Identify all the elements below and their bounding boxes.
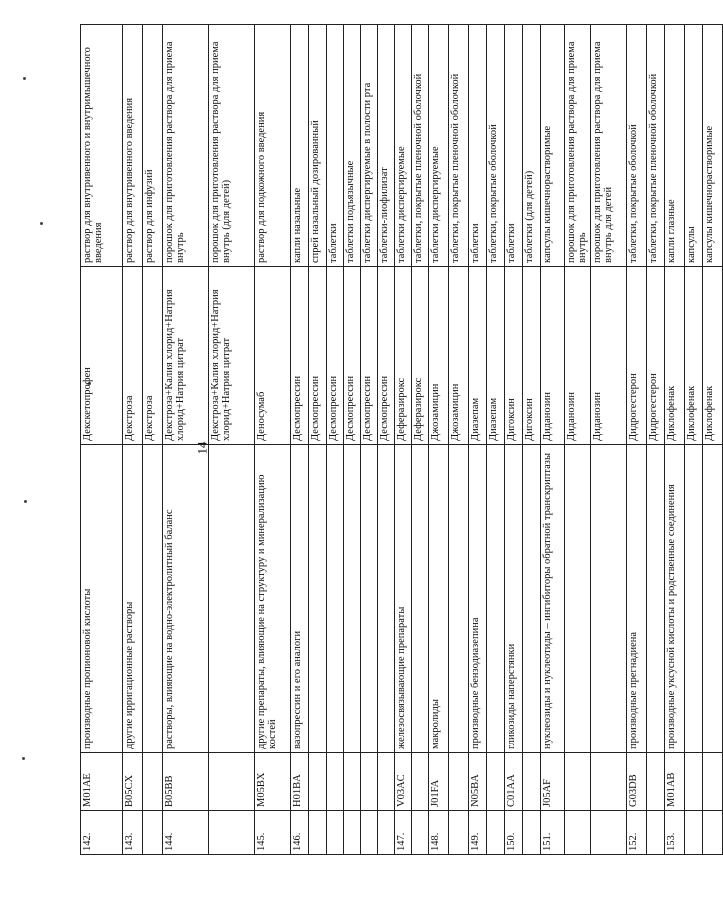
rotated-table-viewport (80, 25, 715, 855)
pharm-group: макролиды (429, 445, 449, 753)
pharm-group (327, 445, 344, 753)
table-row (143, 25, 163, 855)
drug-name: Дидрогестерон (647, 267, 665, 445)
dosage-form: таблетки (327, 25, 344, 267)
atc-code (523, 753, 541, 811)
atc-code: H01BA (291, 753, 309, 811)
table-row (565, 25, 591, 855)
row-number (327, 811, 344, 855)
dosage-form: раствор для внутривенного введения (123, 25, 143, 267)
row-number: 153. (665, 811, 685, 855)
dosage-form: таблетки (для детей) (523, 25, 541, 267)
drug-name: Десмопрессин (378, 267, 395, 445)
row-number (309, 811, 327, 855)
table-row (344, 25, 361, 855)
row-number: 144. (163, 811, 209, 855)
table-row (429, 25, 449, 855)
table-row (378, 25, 395, 855)
table-row (449, 25, 469, 855)
table-row (163, 25, 209, 855)
drug-name: Десмопрессин (327, 267, 344, 445)
drug-name: Диклофенак (685, 267, 703, 445)
dosage-form: таблетки, покрытые пленочной оболочкой (647, 25, 665, 267)
table-row (255, 25, 291, 855)
row-number: 152. (627, 811, 647, 855)
drug-name: Деферазирокс (412, 267, 429, 445)
row-number (647, 811, 665, 855)
drug-name: Декстроза+Калия хлорид+Натрия хлорид+Натрия цитрат (209, 267, 255, 445)
atc-code: J01FA (429, 753, 449, 811)
drug-name: Диклофенак (665, 267, 685, 445)
dosage-form: таблетки подъязычные (344, 25, 361, 267)
pharm-group: железосвязывающие препараты (395, 445, 412, 753)
drug-name: Джозамицин (449, 267, 469, 445)
dosage-form: порошок для приготовления раствора для приема внутрь (для детей) (209, 25, 255, 267)
table-row (685, 25, 703, 855)
dosage-form: капли глазные (665, 25, 685, 267)
table-row (523, 25, 541, 855)
atc-code: C01AA (505, 753, 523, 811)
atc-code: B05CX (123, 753, 143, 811)
atc-code: M05BX (255, 753, 291, 811)
dosage-form: порошок для приготовления раствора для приема внутрь для детей (591, 25, 627, 267)
atc-code (412, 753, 429, 811)
dosage-form: таблетки, покрытые оболочкой (627, 25, 647, 267)
atc-code (327, 753, 344, 811)
row-number: 147. (395, 811, 412, 855)
dosage-form: раствор для инфузий (143, 25, 163, 267)
row-number (412, 811, 429, 855)
dosage-form: раствор для внутривенного и внутримышечного введения (81, 25, 123, 267)
pharm-group (565, 445, 591, 753)
scan-speck (40, 222, 43, 225)
atc-code (591, 753, 627, 811)
drug-name: Диклофенак (703, 267, 723, 445)
pharm-group (685, 445, 703, 753)
table-row (541, 25, 565, 855)
table-row (309, 25, 327, 855)
atc-code (487, 753, 505, 811)
dosage-form: таблетки диспергируемые в полости рта (361, 25, 378, 267)
table-row (627, 25, 647, 855)
row-number (209, 811, 255, 855)
row-number: 142. (81, 811, 123, 855)
pharm-group (344, 445, 361, 753)
atc-code (344, 753, 361, 811)
atc-code (565, 753, 591, 811)
atc-code (143, 753, 163, 811)
dosage-form: капсулы (685, 25, 703, 267)
drug-name: Дигоксин (505, 267, 523, 445)
atc-code (209, 753, 255, 811)
drug-name: Деносумаб (255, 267, 291, 445)
pharm-group (412, 445, 429, 753)
table-row (81, 25, 123, 855)
pharm-group: другие ирригационные растворы (123, 445, 143, 753)
drug-name: Декстроза (123, 267, 143, 445)
drug-name: Дигоксин (523, 267, 541, 445)
row-number: 143. (123, 811, 143, 855)
dosage-form: раствор для подкожного введения (255, 25, 291, 267)
pharm-group (209, 445, 255, 753)
atc-code: G03DB (627, 753, 647, 811)
atc-code (647, 753, 665, 811)
table-row (505, 25, 523, 855)
pharm-group (378, 445, 395, 753)
dosage-form: капсулы кишечнорастворимые (703, 25, 723, 267)
pharm-group (143, 445, 163, 753)
row-number (685, 811, 703, 855)
pharm-group (487, 445, 505, 753)
dosage-form: порошок для приготовления раствора для приема внутрь (163, 25, 209, 267)
table-row (591, 25, 627, 855)
row-number (703, 811, 723, 855)
atc-code (685, 753, 703, 811)
drug-name: Диазепам (487, 267, 505, 445)
table-row (395, 25, 412, 855)
table-row (665, 25, 685, 855)
table-row (123, 25, 143, 855)
dosage-form: таблетки диспергируемые (429, 25, 449, 267)
dosage-form: порошок для приготовления раствора для приема внутрь (565, 25, 591, 267)
dosage-form: капсулы кишечнорастворимые (541, 25, 565, 267)
drug-name: Декскетопрофен (81, 267, 123, 445)
pharm-group: растворы, влияющие на водно-электролитный баланс (163, 445, 209, 753)
dosage-form: капли назальные (291, 25, 309, 267)
pharm-group: нуклеозиды и нуклеотиды – ингибиторы обратной транскриптазы (541, 445, 565, 753)
atc-code (378, 753, 395, 811)
dosage-form: таблетки (469, 25, 487, 267)
pharm-group: гликозиды наперстянки (505, 445, 523, 753)
pharm-group (703, 445, 723, 753)
atc-code (703, 753, 723, 811)
row-number: 148. (429, 811, 449, 855)
pharm-group (361, 445, 378, 753)
drug-name: Диданозин (591, 267, 627, 445)
row-number (344, 811, 361, 855)
row-number: 146. (291, 811, 309, 855)
dosage-form: таблетки, покрытые пленочной оболочкой (449, 25, 469, 267)
drug-name: Десмопрессин (361, 267, 378, 445)
pharm-group: производные бензодиазепина (469, 445, 487, 753)
atc-code: M01AE (81, 753, 123, 811)
drug-table-body (81, 25, 723, 855)
table-row (327, 25, 344, 855)
row-number: 145. (255, 811, 291, 855)
table-row (291, 25, 309, 855)
table-row (703, 25, 723, 855)
page-number: 14 (194, 441, 210, 455)
scan-speck (24, 500, 27, 503)
drug-name: Деферазирокс (395, 267, 412, 445)
table-row (647, 25, 665, 855)
atc-code: N05BA (469, 753, 487, 811)
table-row (487, 25, 505, 855)
pharm-group (449, 445, 469, 753)
scan-speck (22, 757, 25, 760)
drug-name: Диданозин (565, 267, 591, 445)
pharm-group: другие препараты, влияющие на структуру и минерализацию костей (255, 445, 291, 753)
row-number (378, 811, 395, 855)
atc-code (361, 753, 378, 811)
drug-name: Декстроза+Калия хлорид+Натрия хлорид+Натрия цитрат (163, 267, 209, 445)
pharm-group (591, 445, 627, 753)
dosage-form: таблетки (505, 25, 523, 267)
drug-name: Десмопрессин (291, 267, 309, 445)
row-number: 150. (505, 811, 523, 855)
row-number (449, 811, 469, 855)
dosage-form: таблетки, покрытые оболочкой (487, 25, 505, 267)
row-number (591, 811, 627, 855)
row-number (565, 811, 591, 855)
drug-name: Диданозин (541, 267, 565, 445)
drug-name: Декстроза (143, 267, 163, 445)
dosage-form: спрей назальный дозированный (309, 25, 327, 267)
drug-name: Десмопрессин (309, 267, 327, 445)
scan-speck (23, 77, 26, 80)
dosage-form: таблетки-лиофилизат (378, 25, 395, 267)
dosage-form: таблетки диспергируемые (395, 25, 412, 267)
drug-table (80, 24, 723, 855)
atc-code: J05AF (541, 753, 565, 811)
row-number: 149. (469, 811, 487, 855)
pharm-group (647, 445, 665, 753)
pharm-group (309, 445, 327, 753)
atc-code (309, 753, 327, 811)
row-number (361, 811, 378, 855)
row-number: 151. (541, 811, 565, 855)
table-row (361, 25, 378, 855)
row-number (487, 811, 505, 855)
drug-name: Джозамицин (429, 267, 449, 445)
row-number (143, 811, 163, 855)
drug-name: Дидрогестерон (627, 267, 647, 445)
dosage-form: таблетки, покрытые пленочной оболочкой (412, 25, 429, 267)
drug-name: Диазепам (469, 267, 487, 445)
pharm-group: производные уксусной кислоты и родственные соединения (665, 445, 685, 753)
row-number (523, 811, 541, 855)
pharm-group: производные пропионовой кислоты (81, 445, 123, 753)
atc-code: B05BB (163, 753, 209, 811)
drug-name: Десмопрессин (344, 267, 361, 445)
pharm-group (523, 445, 541, 753)
atc-code: V03AC (395, 753, 412, 811)
table-row (209, 25, 255, 855)
table-row (412, 25, 429, 855)
atc-code (449, 753, 469, 811)
pharm-group: вазопрессин и его аналоги (291, 445, 309, 753)
table-row (469, 25, 487, 855)
pharm-group: производные прегнадиена (627, 445, 647, 753)
atc-code: M01AB (665, 753, 685, 811)
